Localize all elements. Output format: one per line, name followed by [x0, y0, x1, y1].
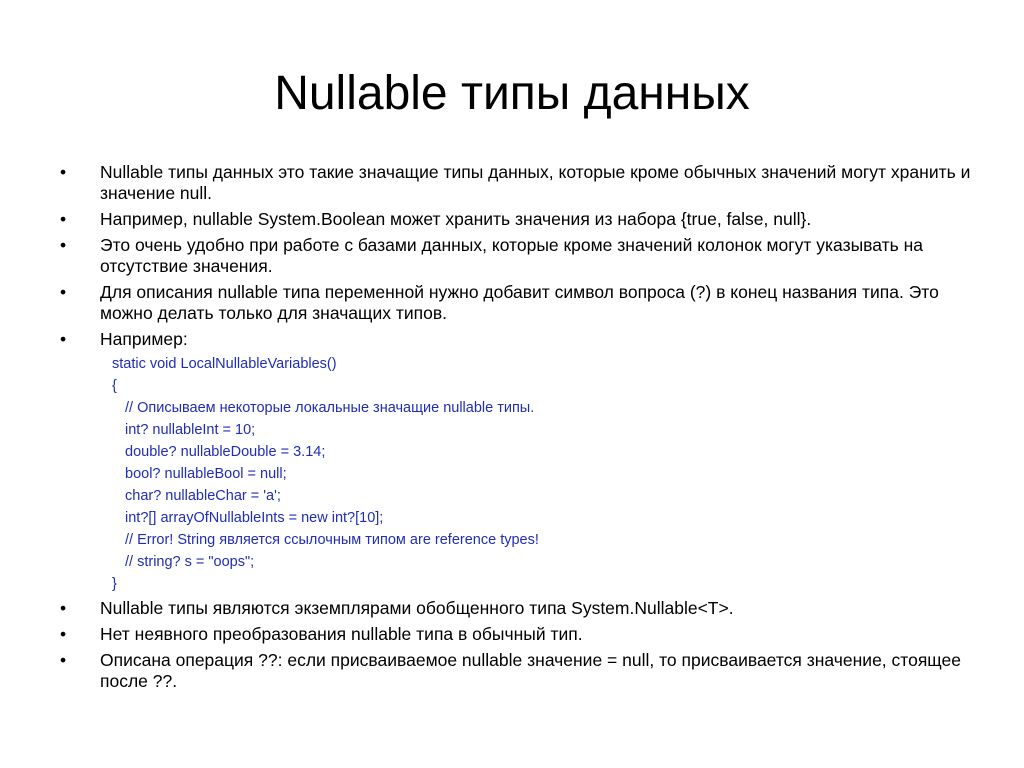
code-line: // Описываем некоторые локальные значащие nullable типы.: [125, 400, 535, 416]
code-line: double? nullableDouble = 3.14;: [125, 444, 326, 460]
bullet-text: Например:: [100, 329, 188, 349]
bullet-item: [60, 209, 980, 230]
bullet-text: Нет неявного преобразования nullable типа в обычный тип.: [100, 624, 583, 644]
code-line: }: [112, 576, 117, 592]
bullet-item: [60, 624, 980, 645]
code-line: int? nullableInt = 10;: [125, 422, 256, 438]
bullet-item: [60, 598, 980, 619]
slide-title: Nullable типы данных: [274, 67, 750, 120]
code-line: char? nullableChar = 'a';: [125, 488, 281, 504]
bullet-item: [60, 329, 980, 350]
bullet-text: Описана операция ??: если присваиваемое nullable значение = null, то присваивается значение, стоящее после ??.: [100, 650, 961, 691]
bullet-text: Для описания nullable типа переменной нужно добавит символ вопроса (?) в конец названия типа. Это можно делать только для значащих типов.: [100, 282, 939, 323]
bullet-dot: •: [60, 329, 67, 349]
bullet-text: Nullable типы данных это такие значащие типы данных, которые кроме обычных значений могут хранить и значение null.: [100, 162, 971, 203]
code-example: [60, 353, 980, 595]
bullet-dot: •: [60, 650, 67, 670]
bullet-text: Например, nullable System.Boolean может хранить значения из набора {true, false, null}.: [100, 209, 812, 229]
code-line: static void LocalNullableVariables(): [112, 356, 337, 372]
bullet-dot: •: [60, 209, 67, 229]
bullet-item: [60, 235, 980, 277]
bullet-list: [60, 162, 980, 697]
code-block: [112, 353, 980, 595]
bullet-dot: •: [60, 282, 67, 302]
code-line: {: [112, 378, 117, 394]
bullet-text: Nullable типы являются экземплярами обобщенного типа System.Nullable<T>.: [100, 598, 734, 618]
bullet-dot: •: [60, 598, 67, 618]
code-line: // Error! String является ссылочным типом are reference types!: [125, 532, 539, 548]
bullet-dot: •: [60, 624, 67, 644]
code-line: // string? s = "oops";: [125, 554, 255, 570]
bullet-dot: •: [60, 162, 67, 182]
bullet-item: [60, 162, 980, 204]
code-line: bool? nullableBool = null;: [125, 466, 287, 482]
bullet-item: [60, 282, 980, 324]
bullet-dot: •: [60, 235, 67, 255]
code-line: int?[] arrayOfNullableInts = new int?[10];: [125, 510, 384, 526]
bullet-item: [60, 650, 980, 692]
bullet-text: Это очень удобно при работе с базами данных, которые кроме значений колонок могут указывать на отсутствие значения.: [100, 235, 924, 276]
